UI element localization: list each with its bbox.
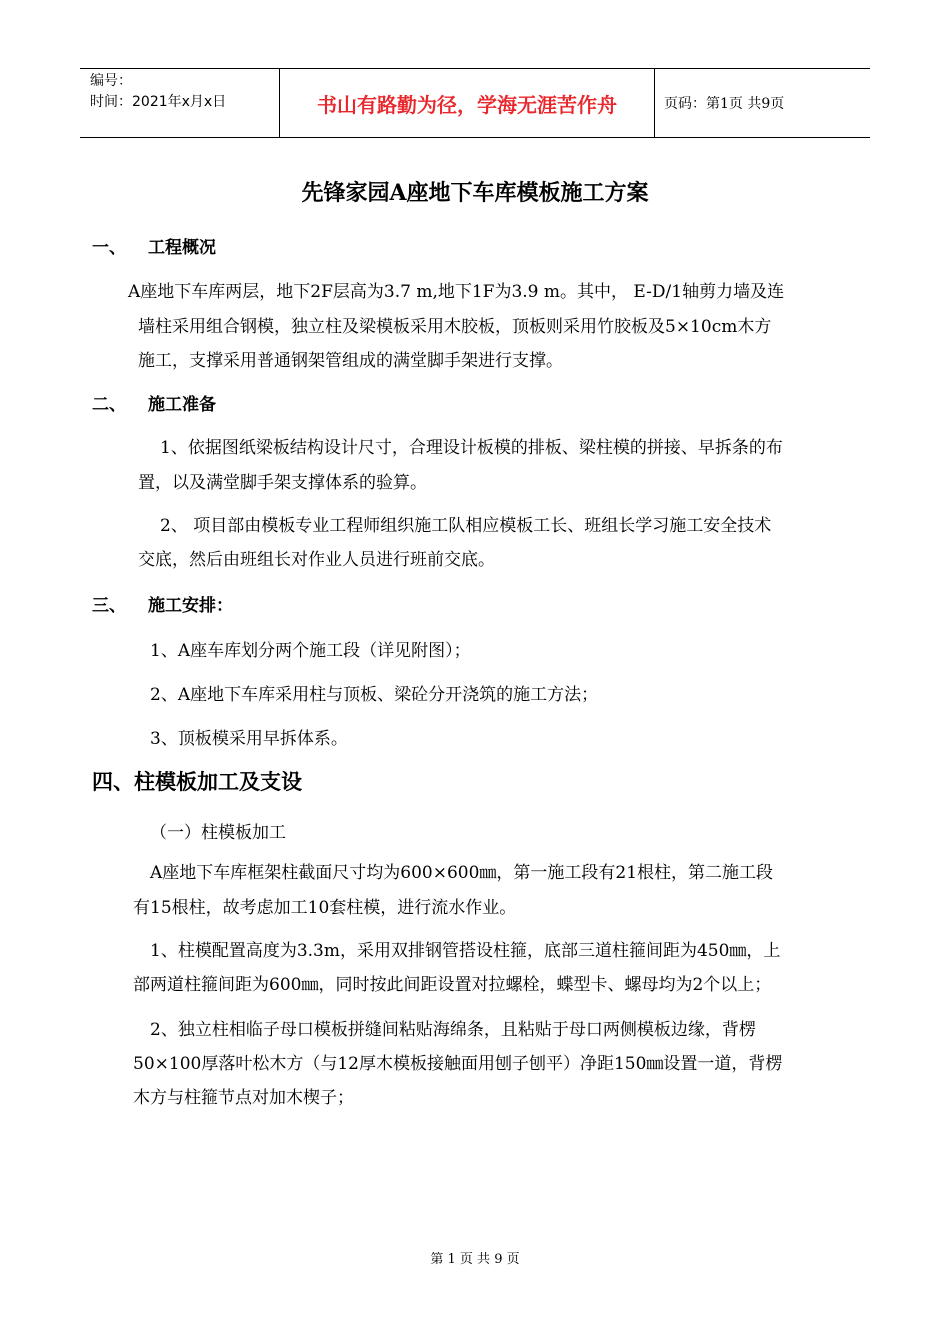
list-item: 1、A座车库划分两个施工段（详见附图）； xyxy=(150,641,471,661)
list-item: 3、顶板模采用早拆体系。 xyxy=(150,729,348,749)
list-item: 2、A座地下车库采用柱与顶板、梁砼分开浇筑的施工方法； xyxy=(150,685,599,705)
paragraph-line: 木方与柱箍节点对加木楔子； xyxy=(133,1088,354,1108)
paragraph-line: 施工，支撑采用普通钢架管组成的满堂脚手架进行支撑。 xyxy=(138,351,563,371)
header-meta xyxy=(80,69,280,137)
paragraph-line: 部两道柱箍间距为600㎜，同时按此间距设置对拉螺栓，蝶型卡、螺母均为2个以上； xyxy=(133,975,772,995)
paragraph-line: 2、 项目部由模板专业工程师组织施工队相应模板工长、班组长学习施工安全技术 xyxy=(160,516,772,536)
page-footer: 第 1 页 共 9 页 xyxy=(430,1252,520,1267)
date-label: 时间：2021年x月x日 xyxy=(90,94,227,110)
paragraph-line: 有15根柱，故考虑加工10套柱模，进行流水作业。 xyxy=(133,898,517,918)
section-label: 施工准备 xyxy=(148,395,216,415)
section-number: 一、 xyxy=(92,238,126,258)
header-page-info: 页码：第1页 共9页 xyxy=(664,96,785,112)
paragraph-line: 1、柱模配置高度为3.3m，采用双排钢管搭设柱箍，底部三道柱箍间距为450㎜，上 xyxy=(150,941,781,961)
section-heading-1 xyxy=(92,233,216,258)
section-heading-4: 四、柱模板加工及支设 xyxy=(92,770,302,794)
paragraph-line: A座地下车库两层，地下2F层高为3.7 m,地下1F为3.9 m。其中， E-D/1轴剪力墙及连 xyxy=(128,282,785,302)
paragraph-line: 墙柱采用组合钢模，独立柱及梁模板采用木胶板，顶板则采用竹胶板及5×10cm木方 xyxy=(138,317,772,337)
paragraph-line: 交底，然后由班组长对作业人员进行班前交底。 xyxy=(138,550,495,570)
section-number: 二、 xyxy=(92,395,126,415)
section-heading-3 xyxy=(92,591,233,616)
paragraph-line: 1、依据图纸梁板结构设计尺寸，合理设计板模的排板、梁柱模的拼接、早拆条的布 xyxy=(160,438,783,458)
document-title: 先锋家园A座地下车库模板施工方案 xyxy=(301,180,649,206)
paragraph-line: A座地下车库框架柱截面尺寸均为600×600㎜，第一施工段有21根柱，第二施工段 xyxy=(150,863,774,883)
code-label: 编号： xyxy=(90,73,132,89)
section-number: 三、 xyxy=(92,596,126,616)
paragraph-line: 50×100厚落叶松木方（与12厚木模板接触面用刨子刨平）净距150㎜设置一道，背楞 xyxy=(133,1054,783,1074)
paragraph-line: 2、独立柱相临子母口模板拼缝间粘贴海绵条，且粘贴于母口两侧模板边缘，背楞 xyxy=(150,1020,756,1040)
subheading: （一）柱模板加工 xyxy=(150,823,286,843)
section-label: 施工安排： xyxy=(148,596,233,616)
section-heading-2 xyxy=(92,390,216,415)
header-motto: 书山有路勤为径，学海无涯苦作舟 xyxy=(280,69,655,137)
document-header xyxy=(80,68,870,138)
paragraph-line: 置，以及满堂脚手架支撑体系的验算。 xyxy=(138,473,427,493)
section-label: 工程概况 xyxy=(148,238,216,258)
